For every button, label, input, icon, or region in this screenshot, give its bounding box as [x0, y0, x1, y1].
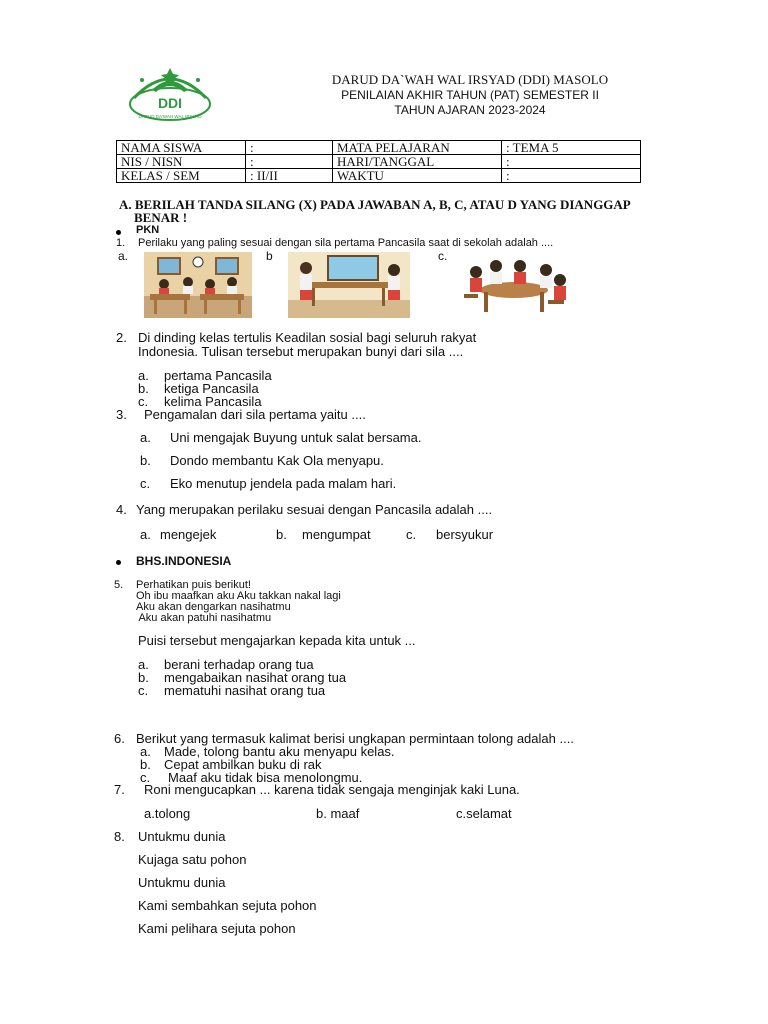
- question-number: 5.: [114, 579, 124, 591]
- option-letter: a.: [140, 527, 151, 542]
- option-letter: c.: [140, 476, 151, 491]
- ddi-logo: [124, 64, 216, 124]
- poem-line: Aku akan dengarkan nasihatmu: [136, 601, 291, 613]
- option-letter: b.: [140, 757, 151, 772]
- question-text: Berikut yang termasuk kalimat berisi ungkapan permintaan tolong adalah ....: [136, 731, 574, 746]
- option-text: pertama Pancasila: [164, 368, 272, 383]
- option-letter: b.: [276, 527, 287, 542]
- table-cell: HARI/TANGGAL: [333, 155, 502, 169]
- poem-line: Kujaga satu pohon: [138, 852, 247, 867]
- poem-line: Kami pelihara sejuta pohon: [138, 921, 296, 936]
- option-letter: a.: [138, 657, 149, 672]
- option-text: Dondo membantu Kak Ola menyapu.: [170, 453, 384, 468]
- question-number: 3.: [116, 407, 127, 422]
- option-text: mengejek: [160, 527, 217, 542]
- question-text: Perhatikan puis berikut!: [136, 579, 251, 591]
- poem-line: Oh ibu maafkan aku Aku takkan nakal lagi: [136, 590, 341, 602]
- question-number: 1.: [116, 237, 126, 249]
- svg-text:DDI: DDI: [157, 95, 183, 111]
- table-row: [117, 141, 641, 155]
- poem-line: Kami sembahkan sejuta pohon: [138, 898, 317, 913]
- subject-heading-pkn: PKN: [136, 224, 160, 236]
- option-text: mengumpat: [302, 527, 371, 542]
- question-text: Di dinding kelas tertulis Keadilan sosial bagi seluruh rakyat: [138, 330, 477, 345]
- option-text: mengabaikan nasihat orang tua: [164, 670, 347, 685]
- option-letter: b: [266, 249, 273, 263]
- section-instruction: A. BERILAH TANDA SILANG (X) PADA JAWABAN A, B, C, ATAU D YANG DIANGGAP: [119, 197, 631, 212]
- option-text: b. maaf: [316, 806, 360, 821]
- question-text: Roni mengucapkan ... karena tidak sengaja menginjak kaki Luna.: [144, 782, 520, 797]
- table-cell: WAKTU: [333, 169, 502, 183]
- option-text: Made, tolong bantu aku menyapu kelas.: [164, 744, 395, 759]
- option-text: ketiga Pancasila: [164, 381, 259, 396]
- option-letter: a.: [140, 430, 151, 445]
- bullet: [116, 230, 121, 235]
- bullet: [116, 560, 121, 565]
- question-number: 6.: [114, 731, 125, 746]
- option-letter: c.: [138, 394, 149, 409]
- question-text: Yang merupakan perilaku sesuai dengan Pancasila adalah ....: [136, 502, 493, 517]
- school-name: DARUD DA`WAH WAL IRSYAD (DDI) MASOLO: [331, 72, 609, 87]
- table-cell: :: [246, 155, 333, 169]
- option-text: Uni mengajak Buyung untuk salat bersama.: [170, 430, 422, 445]
- option-letter: c.: [138, 683, 149, 698]
- section-instruction-cont: BENAR !: [134, 210, 188, 225]
- option-text: berani terhadap orang tua: [164, 657, 314, 672]
- option-text: a.tolong: [144, 806, 191, 821]
- option-text: mematuhi nasihat orang tua: [164, 683, 326, 698]
- table-cell: KELAS / SEM: [117, 169, 246, 183]
- table-cell: :: [502, 169, 641, 183]
- kids-discussing-illustration: [456, 258, 570, 316]
- table-row: [117, 169, 641, 183]
- table-row: [117, 155, 641, 169]
- table-cell: : TEMA 5: [502, 141, 641, 155]
- option-letter: c.: [140, 770, 151, 785]
- question-text: Perilaku yang paling sesuai dengan sila pertama Pancasila saat di sekolah adalah ....: [138, 237, 554, 249]
- poem-line: Aku akan patuhi nasihatmu: [136, 612, 272, 624]
- option-text: Maaf aku tidak bisa menolongmu.: [168, 770, 363, 785]
- option-letter: c.: [438, 249, 448, 263]
- option-letter: a.: [118, 249, 129, 263]
- option-letter: b.: [138, 381, 149, 396]
- poem-line: Untukmu dunia: [138, 829, 226, 844]
- question-text-cont: Indonesia. Tulisan tersebut merupakan bunyi dari sila ....: [138, 344, 464, 359]
- kids-carrying-table-illustration: [288, 252, 410, 318]
- option-text: Cepat ambilkan buku di rak: [164, 757, 322, 772]
- poem-line: Untukmu dunia: [138, 875, 226, 890]
- option-letter: a.: [138, 368, 149, 383]
- option-letter: b.: [138, 670, 149, 685]
- question-text: Puisi tersebut mengajarkan kepada kita untuk ...: [138, 633, 416, 648]
- question-text: Pengamalan dari sila pertama yaitu ....: [144, 407, 366, 422]
- question-number: 4.: [116, 502, 127, 517]
- option-text: Eko menutup jendela pada malam hari.: [170, 476, 397, 491]
- option-letter: c.: [406, 527, 417, 542]
- table-cell: :: [502, 155, 641, 169]
- exam-title: PENILAIAN AKHIR TAHUN (PAT) SEMESTER II: [341, 88, 599, 102]
- question-number: 2.: [116, 330, 127, 345]
- svg-text:DARUD DA'WAH WAL IRSYAD: DARUD DA'WAH WAL IRSYAD: [138, 114, 202, 119]
- table-cell: NIS / NISN: [117, 155, 246, 169]
- subject-heading-bind: BHS.INDONESIA: [136, 554, 232, 568]
- table-cell: MATA PELAJARAN: [333, 141, 502, 155]
- question-number: 8.: [114, 829, 125, 844]
- option-letter: b.: [140, 453, 151, 468]
- academic-year: TAHUN AJARAN 2023-2024: [394, 103, 546, 117]
- option-text: kelima Pancasila: [164, 394, 262, 409]
- option-text: bersyukur: [436, 527, 494, 542]
- option-letter: a.: [140, 744, 151, 759]
- table-cell: :: [246, 141, 333, 155]
- table-cell: : II/II: [246, 169, 333, 183]
- classroom-praying-illustration: [144, 252, 252, 318]
- question-number: 7.: [114, 782, 125, 797]
- student-info-table: [116, 140, 641, 183]
- option-text: c.selamat: [456, 806, 512, 821]
- table-cell: NAMA SISWA: [117, 141, 246, 155]
